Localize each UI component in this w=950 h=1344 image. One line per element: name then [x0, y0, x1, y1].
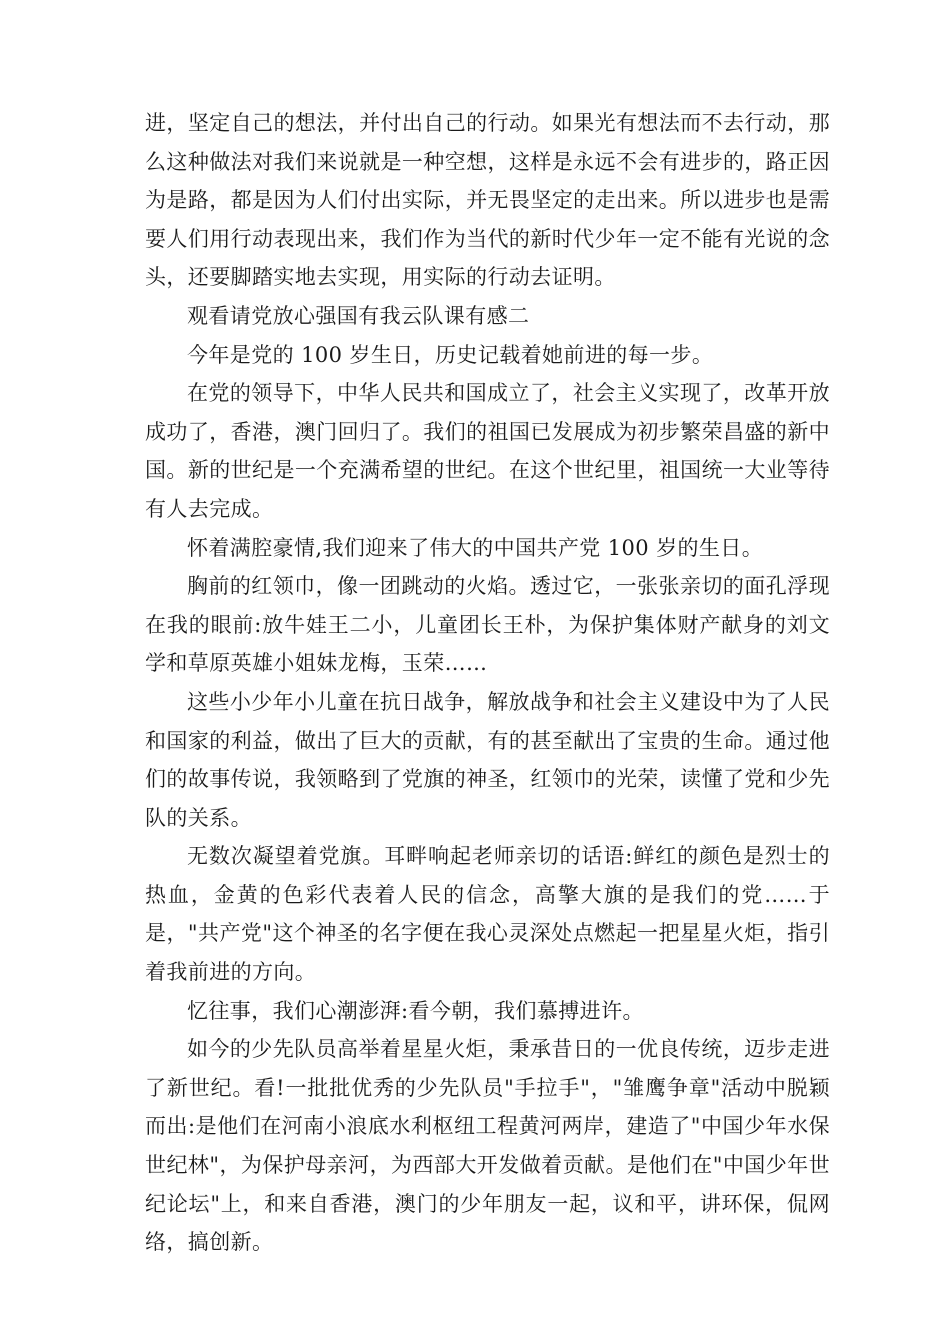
paragraph: 今年是党的 100 岁生日，历史记载着她前进的每一步。 — [187, 342, 714, 367]
paragraph: 胸前的红领巾，像一团跳动的火焰。透过它，一张张亲切的面孔浮现在我的眼前:放牛娃王二小，儿童团长王朴，为保护集体财产献身的刘文学和草原英雄小姐妹龙梅，玉荣…… — [145, 574, 830, 676]
paragraph: 如今的少先队员高举着星星火炬，秉承昔日的一优良传统，迈步走进了新世纪。看!一批批优秀的少先队员"手拉手"，"雏鹰争章"活动中脱颖而出:是他们在河南小浪底水利枢纽工程黄河两岸，建造了"中国少年水保世纪林"，为保护母亲河，为西部大开发做着贡献。是他们在"中国少年世纪论坛"上，和来自香港，澳门的少年朋友一起，议和平，讲环保，侃网络，搞创新。 — [145, 1037, 830, 1255]
section-title: 观看请党放心强国有我云队课有感二 — [187, 303, 530, 328]
document-body — [145, 104, 830, 1262]
paragraph: 这些小少年小儿童在抗日战争，解放战争和社会主义建设中为了人民和国家的利益，做出了巨大的贡献，有的甚至献出了宝贵的生命。通过他们的故事传说，我领略到了党旗的神圣，红领巾的光荣，读懂了党和少先队的关系。 — [145, 689, 830, 830]
paragraph-continuation: 进，坚定自己的想法，并付出自己的行动。如果光有想法而不去行动，那么这种做法对我们来说就是一种空想，这样是永远不会有进步的，路正因为是路，都是因为人们付出实际，并无畏坚定的走出来。所以进步也是需要人们用行动表现出来，我们作为当代的新时代少年一定不能有光说的念头，还要脚踏实地去实现，用实际的行动去证明。 — [145, 111, 830, 290]
paragraph: 忆往事，我们心潮澎湃:看今朝，我们慕搏进许。 — [187, 998, 644, 1023]
paragraph: 无数次凝望着党旗。耳畔响起老师亲切的话语:鲜红的颜色是烈士的热血，金黄的色彩代表着人民的信念，高擎大旗的是我们的党……于是，"共产党"这个神圣的名字便在我心灵深处点燃起一把星星火炬，指引着我前进的方向。 — [145, 844, 830, 985]
paragraph: 怀着满腔豪情,我们迎来了伟大的中国共产党 100 岁的生日。 — [187, 535, 764, 560]
paragraph: 在党的领导下，中华人民共和国成立了，社会主义实现了，改革开放成功了，香港，澳门回归了。我们的祖国已发展成为初步繁荣昌盛的新中国。新的世纪是一个充满希望的世纪。在这个世纪里，祖国统一大业等待有人去完成。 — [145, 381, 830, 521]
